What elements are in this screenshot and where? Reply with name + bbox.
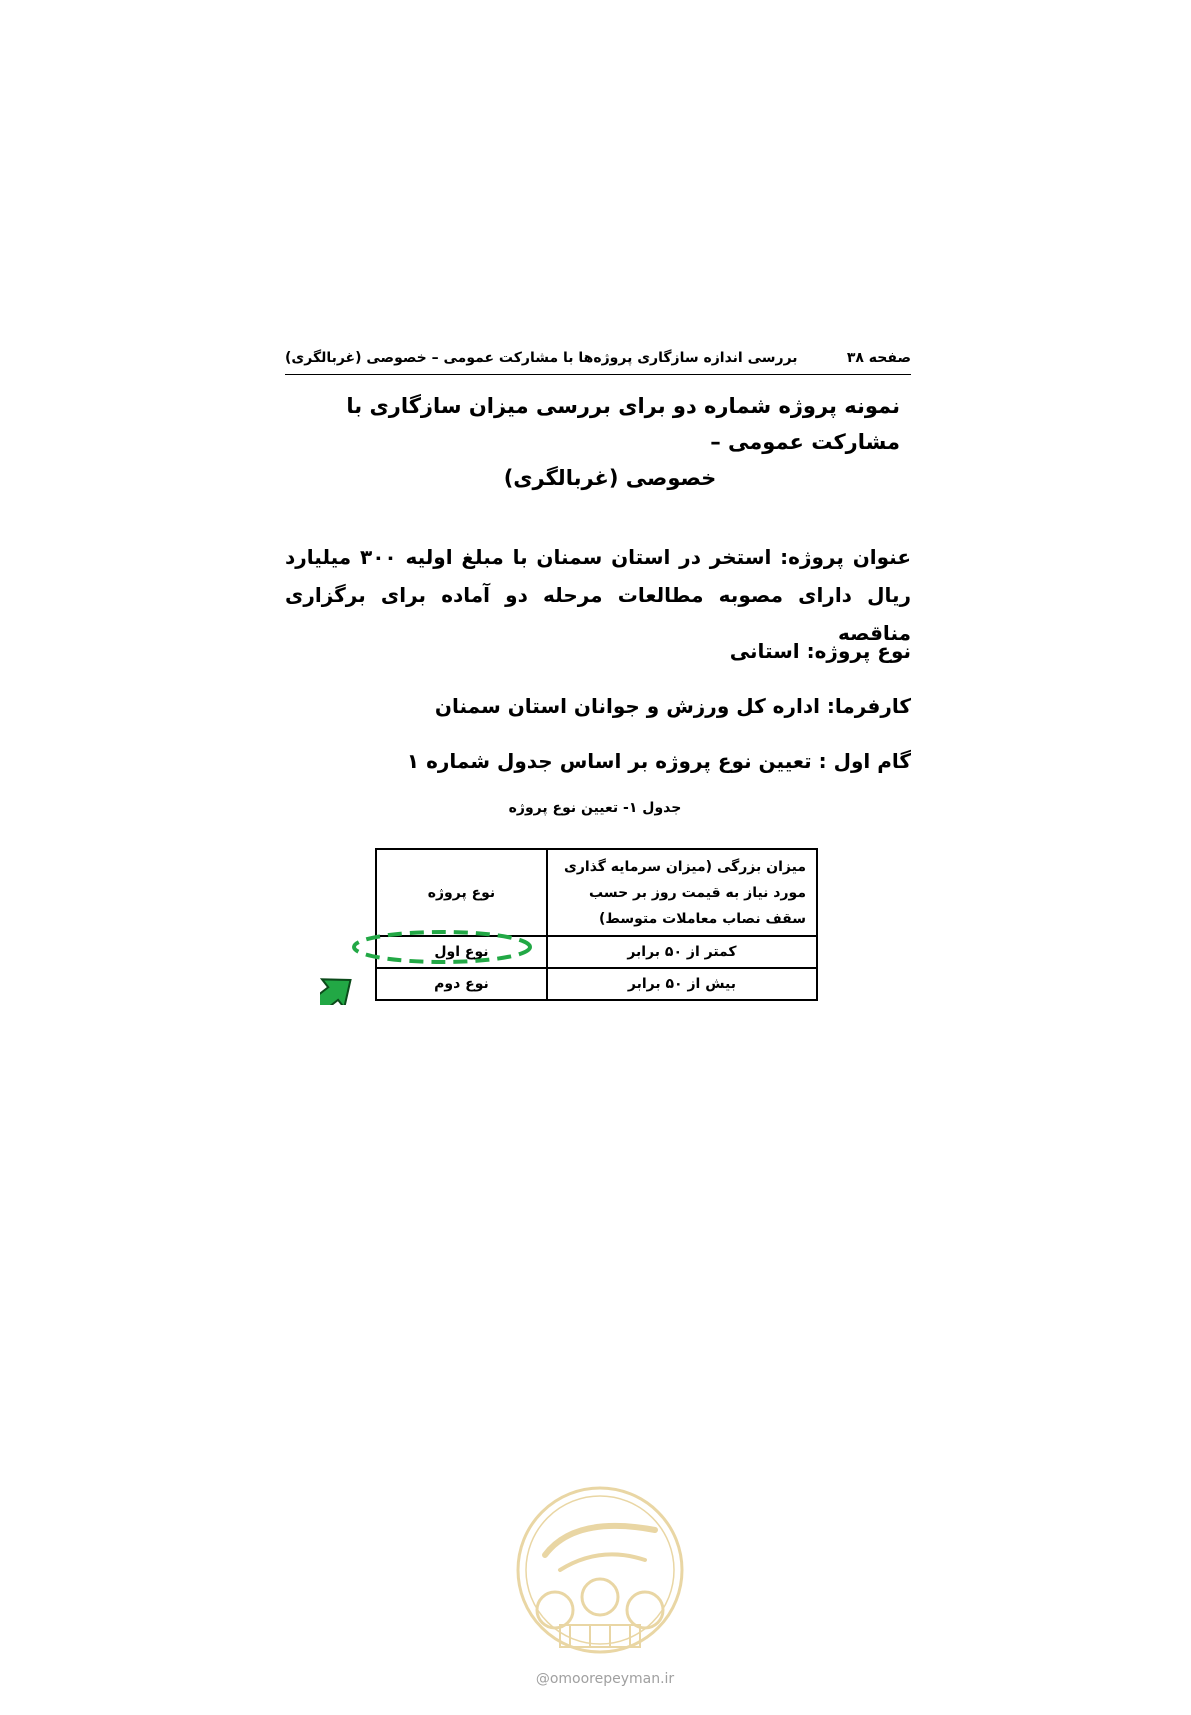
size-cell: بیش از ۵۰ برابر [547,968,817,1000]
dashed-highlight-ellipse [354,932,530,962]
title-line-2: خصوصی (غربالگری) [503,466,717,490]
document-title [300,388,900,496]
size-cell: کمتر از ۵۰ برابر [547,936,817,968]
page-number: صفحه ۳۸ [846,350,911,366]
type-cell: نوع اول [376,936,547,968]
header-size-cell: میزان بزرگی (میزان سرمایه گذاری مورد نیاز به قیمت روز بر حسب سقف نصاب معاملات متوسط) [547,849,817,936]
arrow-icon [320,966,362,1005]
table-header-row [376,849,817,936]
title-line-1: نمونه پروژه شماره دو برای بررسی میزان سازگاری با مشارکت عمومی – [346,394,900,454]
project-type-line: نوع پروژه: استانی [729,639,911,663]
highlight-annotation [320,925,550,1005]
type-cell: نوع دوم [376,968,547,1000]
watermark-url: @omoorepeyman.ir [535,1671,675,1687]
table-caption: جدول ۱- تعیین نوع پروژه [508,800,682,816]
project-title-paragraph: عنوان پروژه: استخر در استان سمنان با مبلغ اولیه ۳۰۰ میلیارد ریال دارای مصوبه مطالعات مرحله دو آماده برای برگزاری مناقصه [285,545,911,645]
running-header [285,348,911,375]
running-title: بررسی اندازه سازگاری پروژه‌ها با مشارکت عمومی – خصوصی (غربالگری) [285,350,798,366]
step-one-heading: گام اول : تعیین نوع پروژه بر اساس جدول شماره ۱ [406,749,911,773]
header-type-cell: نوع پروژه [376,849,547,936]
employer-line: کارفرما: اداره کل ورزش و جوانان استان سمنان [434,694,911,718]
